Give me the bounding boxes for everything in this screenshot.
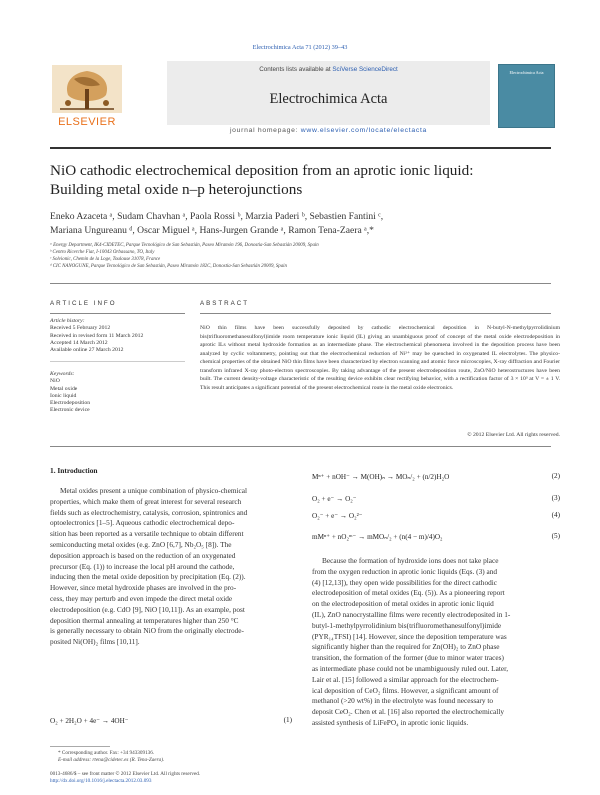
text-line: (4) [12,13]), they open wide possibilities for the direct cathodic	[312, 577, 498, 587]
intro-right-column	[312, 556, 560, 729]
text-line: However, since metal hydroxide phases are involved in the pro-	[50, 583, 237, 593]
affiliations-divider	[50, 283, 551, 284]
text-line: optoelectronics [1–5]. Aqueous cathodic electrochemical depo-	[50, 518, 235, 528]
history-label: Article history:	[50, 318, 85, 324]
abstract-copyright: © 2012 Elsevier Ltd. All rights reserved.	[467, 432, 560, 438]
doi-link[interactable]: http://dx.doi.org/10.1016/j.electacta.2012.03.093	[50, 778, 152, 785]
keyword-item: Ionic liquid	[50, 392, 77, 399]
abstract-text: NiO thin films have been successfully deposited by cathodic electrochemical deposition in N-butyl-N-methylpyrrolidinium bis(trifluoromethanesulfonyl)imide room temperature ionic liquid (IL) giving an unambiguous proof of concept of the metal oxide electrodeposition in aprotic ILs without metal hydroxide formation as an intermediate phase. The electrochemical phenomena involved in the deposition process have been analyzed by cyclic voltammetry, pointing out that the electrochemical reduction of Ni²⁺ may be quenched in oxygenated IL electrolytes. The physico-chemical properties of the obtained NiO thin films have been characterized by electron scanning and atomic force microscopies, X-ray diffraction and Fourier transform infrared X-ray photo-electron spectroscopies. By taking advantage of the present electrodeposition route, ZnO/NiO heterostructures have been built. The current density-voltage characteristic of the resulting device exhibits clear rectifying behavior, with a rectification factor of 3 × 10³ at V = ± 1 V. This result anticipates a significant potential of the present electrochemical route in the metal oxide electronics.	[200, 325, 560, 391]
equation-5: mMⁿ⁺ + nO₂ᵐ⁻ → mMOₙ/₂ + (n(4 − m)/4)O₂	[312, 533, 443, 541]
history-received: Received 5 February 2012	[50, 325, 111, 332]
equation-5-number: (5)	[551, 532, 560, 540]
keywords-label: Keywords:	[50, 371, 75, 377]
equation-4: O₂⁻ + e⁻ → O₂²⁻	[312, 512, 363, 520]
equation-2-number: (2)	[551, 472, 560, 480]
history-accepted: Accepted 14 March 2012	[50, 339, 108, 346]
footnotes	[50, 750, 295, 764]
text-line: significantly higher than the required for Zn(OH)₂ to ZnO phase	[312, 642, 500, 652]
equation-1: O₂ + 2H₂O + 4e⁻ → 4OH⁻	[50, 717, 129, 725]
journal-homepage	[167, 127, 490, 134]
affiliation-c: ᶜ Solvionic, Chemin de la Loge, Toulouse 31078, France	[50, 257, 161, 262]
introduction-heading: 1. Introduction	[50, 466, 98, 475]
article-history	[50, 318, 190, 354]
abstract-heading: ABSTRACT	[200, 300, 250, 307]
cover-title: Electrochimica Acta	[509, 70, 544, 75]
text-line: electrodeposition of metal oxides (Eq. (5)). As a pioneering report	[312, 588, 505, 598]
text-line: (PYR₁₄TFSI) [14]. However, since the deposition temperature was	[312, 631, 507, 641]
contents-prefix: Contents lists available at	[259, 66, 331, 73]
text-line: deposition thermal annealing at temperatures higher than 250 °C	[50, 615, 239, 625]
intro-left-column	[50, 486, 292, 648]
history-online: Available online 27 March 2012	[50, 347, 124, 354]
affiliation-a: ᵃ Energy Department, IK4-CIDETEC, Parque Tecnológico de San Sebastián, Paseo Miramón 196, Donostia-San Sebastián 20009, Spain	[50, 243, 319, 248]
keywords-divider	[50, 361, 185, 362]
text-line: (IL), ZnO nanocrystalline films were recently electrodeposited in 1-	[312, 609, 511, 619]
author-list	[50, 210, 560, 237]
paper-title	[50, 161, 560, 199]
homepage-prefix: journal homepage:	[229, 127, 299, 134]
keyword-item: NiO	[50, 378, 60, 385]
text-line: methanol (>20 wt%) in the electrolyte was found necessary to	[312, 696, 494, 706]
abstract-divider	[200, 313, 551, 314]
journal-title: Electrochimica Acta	[269, 91, 388, 107]
homepage-link[interactable]: www.elsevier.com/locate/electacta	[300, 127, 428, 134]
text-line: as intermediate phase could not be unambiguously ruled out. Later,	[312, 663, 509, 673]
keywords	[50, 371, 190, 415]
equation-1-number: (1)	[283, 716, 292, 724]
text-line: is generally necessary to obtain NiO from the originally electrode-	[50, 626, 244, 636]
publication-info	[50, 771, 350, 785]
equation-3: O₂ + e⁻ → O₂⁻	[312, 495, 357, 503]
text-line: ical deposition of CeO₂ films. However, a significant amount of	[312, 685, 499, 695]
article-info-divider	[50, 313, 185, 314]
text-line: fields such as electrochemistry, catalysis, corrosion, spintronics and	[50, 507, 248, 517]
text-line: cess, they may perturb and even impede the direct metal oxide	[50, 593, 233, 603]
text-line: transition, the formation of the former (due to minor water traces)	[312, 653, 504, 663]
text-line: on the electrodeposition of metal oxides in aprotic ionic liquid	[312, 599, 494, 609]
sciencedirect-link[interactable]: SciVerse ScienceDirect	[332, 66, 398, 73]
title-line-2: Building metal oxide n–p heterojunctions	[50, 181, 303, 198]
text-line: electrodeposition (e.g. CdO [9], NiO [10,11]). As an example, post	[50, 604, 245, 614]
authors-line-1: Eneko Azaceta ᵃ, Sudam Chavhan ᵃ, Paola Rossi ᵇ, Marzia Paderi ᵇ, Sebastien Fantini ᶜ,	[50, 211, 384, 222]
text-line: inducing then the metal oxide deposition by precipitation (Eq. (2)).	[50, 572, 246, 582]
equation-2: Mⁿ⁺ + nOH⁻ → M(OH)ₙ → MOₙ/₂ + (n/2)H₂O	[312, 473, 450, 481]
journal-cover-thumbnail	[498, 64, 555, 128]
title-line-1: NiO cathodic electrochemical deposition from an aprotic ionic liquid:	[50, 162, 474, 179]
text-line: butyl-1-methylpyrrolidinium bis(trifluoromethanesulfonyl)imide	[312, 620, 502, 630]
text-line: from the oxygen reduction in aprotic ionic liquids (Eqs. (3) and	[312, 566, 498, 576]
elsevier-wordmark: ELSEVIER	[58, 116, 116, 128]
contents-line	[167, 66, 490, 73]
journal-citation[interactable]: Electrochimica Acta 71 (2012) 39–43	[252, 44, 348, 51]
keyword-item: Electrodeposition	[50, 400, 91, 407]
text-line: properties, which make them of great interest for several research	[50, 496, 242, 506]
text-line: semiconducting metal oxides (e.g. ZnO [6,7], Nb₂O₅ [8]). The	[50, 539, 232, 549]
affiliation-b: ᵇ Centro Ricerche Fiat, I-10043 Orbassano, TO, Italy	[50, 250, 155, 255]
text-line: posited Ni(OH)₂ films [10,11].	[50, 637, 140, 647]
footnote-divider	[50, 746, 110, 747]
text-line: deposition approach is based on the reduction of an oxygenated	[50, 550, 236, 560]
text-line: sition has been reported as a versatile technique to obtain different	[50, 529, 244, 539]
issn-line: 0013-4686/$ – see front matter © 2012 Elsevier Ltd. All rights reserved.	[50, 771, 201, 777]
history-revised: Received in revised form 11 March 2012	[50, 332, 144, 339]
header-divider	[50, 147, 551, 149]
elsevier-tree-logo-icon	[52, 65, 122, 113]
equation-4-number: (4)	[551, 511, 560, 519]
authors-line-2: Mariana Ungureanu ᵈ, Oscar Miguel ᵃ, Hans-Jurgen Grande ᵃ, Ramon Tena-Zaera ᵃ,*	[50, 224, 374, 236]
text-line: Lair et al. [15] followed a similar approach for the electrochem-	[312, 674, 499, 684]
affiliation-d: ᵈ CIC NANOGUNE, Parque Tecnológico de San Sebastián, Paseo Miramón 182C, Donostia-San Sebastián 20009, Spain	[50, 264, 287, 269]
keyword-item: Metal oxide	[50, 385, 78, 392]
text-line: precursor (Eq. (1)) to increase the local pH around the cathode,	[50, 561, 235, 571]
keyword-item: Electronic device	[50, 407, 90, 414]
corresponding-author: * Corresponding author. Fax: +34 943309136.	[58, 750, 155, 756]
abstract-bottom-divider	[50, 446, 551, 447]
email-address[interactable]: E-mail address: rtena@cidetec.es (R. Tena-Zaera).	[58, 757, 165, 764]
article-info-heading: ARTICLE INFO	[50, 300, 117, 307]
text-line: Because the formation of hydroxide ions does not take place	[322, 556, 499, 565]
equation-3-number: (3)	[551, 494, 560, 502]
text-line: deposit CeO₂. Chen et al. [16] also reported the electrochemically	[312, 707, 504, 717]
text-line: Metal oxides present a unique combination of physico-chemical	[60, 486, 248, 495]
text-line: assisted synthesis of LiFePO₄ in aprotic ionic liquids.	[312, 717, 469, 727]
